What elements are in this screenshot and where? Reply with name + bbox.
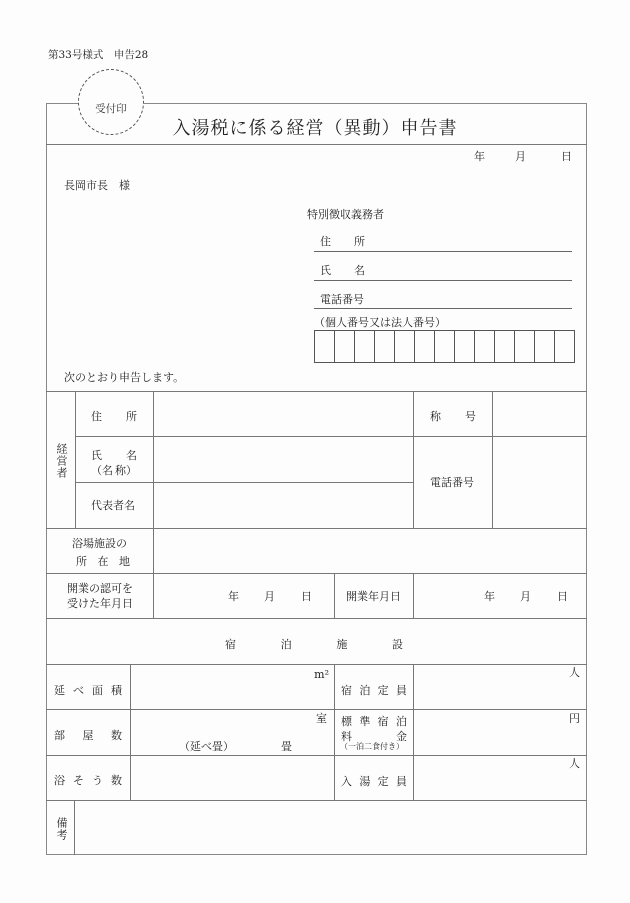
page-title: 入湯税に係る経営（異動）申告書 — [172, 118, 458, 139]
id-digit-cell[interactable] — [515, 331, 535, 362]
addressee: 長岡市長 様 — [64, 179, 130, 192]
tatami-unit: 畳 — [281, 740, 292, 753]
label-char: 所 — [126, 410, 137, 423]
label-char: そ — [73, 774, 84, 787]
divider — [334, 664, 335, 800]
label-char: 浴 — [54, 774, 65, 787]
operator-address-label — [91, 408, 137, 424]
id-digit-cell[interactable] — [455, 331, 475, 362]
label-char: 称 — [430, 410, 441, 423]
label-char: 屋 — [82, 729, 94, 742]
label-char: 所 — [76, 555, 87, 568]
fee-input[interactable] — [414, 710, 586, 755]
permit-day: 日 — [301, 590, 312, 603]
capacity-unit: 人 — [569, 666, 580, 679]
id-digit-cell[interactable] — [475, 331, 495, 362]
operator-name-input[interactable] — [154, 437, 412, 482]
label-char: 準 — [359, 715, 371, 728]
id-digit-cell[interactable] — [435, 331, 455, 362]
open-year: 年 — [484, 590, 495, 603]
lodging-heading — [225, 636, 403, 652]
capacity-label — [341, 682, 407, 698]
operator-name-label-2 — [91, 462, 137, 478]
label-char: 数 — [111, 774, 122, 787]
label-char: 数 — [111, 729, 122, 742]
bathers-input[interactable] — [414, 756, 586, 800]
label-char: 号 — [465, 410, 476, 423]
label-char: 面 — [92, 684, 103, 697]
floor-area-unit: m² — [314, 668, 329, 681]
label-char: 料 — [341, 730, 352, 743]
underline — [314, 280, 572, 281]
operator-phone-input[interactable] — [493, 437, 586, 528]
heading-char: 泊 — [280, 638, 292, 651]
label-char: 部 — [54, 729, 65, 742]
stamp-label: 受付印 — [95, 103, 127, 115]
bathers-label — [341, 773, 407, 789]
bathers-unit: 人 — [569, 757, 580, 770]
label-char: 名 — [126, 449, 137, 462]
label-char: 地 — [119, 555, 130, 568]
baths-input[interactable] — [131, 756, 333, 800]
collector-address-label-2: 所 — [354, 235, 365, 248]
id-digit-cell[interactable] — [335, 331, 355, 362]
heading-char: 施 — [336, 638, 348, 651]
permit-label-1: 開業の認可を — [67, 582, 133, 595]
id-digit-cell[interactable] — [415, 331, 435, 362]
label-char: 入 — [341, 775, 352, 788]
collector-phone-field[interactable] — [314, 292, 572, 309]
collector-phone-label: 電話番号 — [320, 293, 364, 306]
label-char: 氏 — [91, 449, 102, 462]
open-date-input[interactable] — [414, 574, 586, 618]
floor-area-input[interactable] — [131, 665, 333, 709]
label-char: 泊 — [395, 715, 407, 728]
operator-trade-name-input[interactable] — [493, 392, 586, 436]
bath-location-label-2 — [76, 553, 130, 569]
reception-stamp-area — [78, 69, 144, 135]
operator-name-label-1 — [91, 447, 137, 463]
id-digit-cell[interactable] — [555, 331, 575, 362]
id-digit-cell[interactable] — [395, 331, 415, 362]
label-char: 泊 — [359, 684, 371, 697]
date-month: 月 — [515, 150, 526, 163]
remarks-input[interactable] — [75, 801, 586, 854]
form-id: 第33号様式 申告28 — [48, 49, 149, 61]
tatami-label: （延べ畳） — [179, 740, 234, 753]
collector-address-label-1: 住 — [320, 235, 331, 248]
declaration-text: 次のとおり申告します。 — [64, 371, 185, 384]
permit-year: 年 — [228, 590, 239, 603]
operator-phone-label: 電話番号 — [430, 476, 474, 489]
underline — [314, 251, 572, 252]
label-char: 員 — [395, 775, 407, 788]
label-char: 宿 — [377, 715, 389, 728]
operator-section-label: 経営者 — [55, 443, 68, 479]
fee-label-1 — [341, 713, 407, 729]
label-char: 在 — [97, 555, 109, 568]
permit-month: 月 — [264, 590, 275, 603]
heading-char: 設 — [391, 638, 403, 651]
divider — [46, 144, 587, 145]
open-month: 月 — [520, 590, 531, 603]
label-char: 住 — [91, 410, 102, 423]
divider — [334, 573, 335, 618]
rooms-unit: 室 — [316, 712, 327, 725]
open-date-label: 開業年月日 — [346, 590, 401, 603]
label-char: 定 — [377, 775, 389, 788]
collector-name-label-2: 名 — [354, 264, 365, 277]
label-char: 称） — [115, 464, 137, 477]
label-char: べ — [73, 684, 84, 697]
id-digit-cell[interactable] — [315, 331, 335, 362]
operator-trade-name-label — [430, 408, 476, 424]
floor-area-label — [54, 682, 122, 698]
baths-label — [54, 772, 122, 788]
id-number-grid — [314, 330, 575, 363]
operator-rep-input[interactable] — [154, 483, 412, 528]
label-char: 員 — [395, 684, 407, 697]
label-char: 宿 — [341, 684, 352, 697]
divider — [75, 391, 76, 528]
fee-label-3: （一泊二食付き） — [340, 742, 404, 751]
underline — [314, 308, 572, 309]
label-char: 金 — [396, 730, 407, 743]
label-char: 定 — [377, 684, 389, 697]
divider — [413, 391, 414, 528]
operator-address-input[interactable] — [154, 392, 412, 436]
open-day: 日 — [557, 590, 568, 603]
rooms-label — [54, 727, 122, 743]
label-char: う — [92, 774, 103, 787]
label-char: 標 — [341, 715, 352, 728]
id-digit-cell[interactable] — [495, 331, 515, 362]
collector-address-field[interactable] — [314, 234, 572, 251]
capacity-input[interactable] — [414, 665, 586, 709]
label-char: （名 — [91, 464, 113, 477]
collector-id-label: （個人番号又は法人番号） — [314, 316, 446, 329]
label-char: 積 — [111, 684, 122, 697]
permit-label-2: 受けた年月日 — [67, 597, 133, 610]
heading-char: 宿 — [225, 638, 236, 651]
remarks-label: 備考 — [55, 817, 68, 841]
rooms-input[interactable] — [131, 710, 333, 755]
date-day: 日 — [561, 150, 572, 163]
permit-date-input[interactable] — [154, 574, 333, 618]
bath-location-label-1: 浴場施設の — [72, 537, 127, 550]
operator-rep-label: 代表者名 — [91, 499, 135, 512]
id-digit-cell[interactable] — [535, 331, 555, 362]
id-digit-cell[interactable] — [355, 331, 375, 362]
collector-name-field[interactable] — [314, 263, 572, 280]
label-char: 湯 — [359, 775, 371, 788]
date-year: 年 — [474, 150, 485, 163]
bath-location-input[interactable] — [154, 529, 586, 573]
fee-unit: 円 — [569, 712, 580, 725]
divider — [46, 618, 587, 619]
id-digit-cell[interactable] — [375, 331, 395, 362]
label-char: 延 — [54, 684, 65, 697]
collector-heading: 特別徴収義務者 — [307, 208, 384, 221]
collector-name-label-1: 氏 — [320, 264, 331, 277]
